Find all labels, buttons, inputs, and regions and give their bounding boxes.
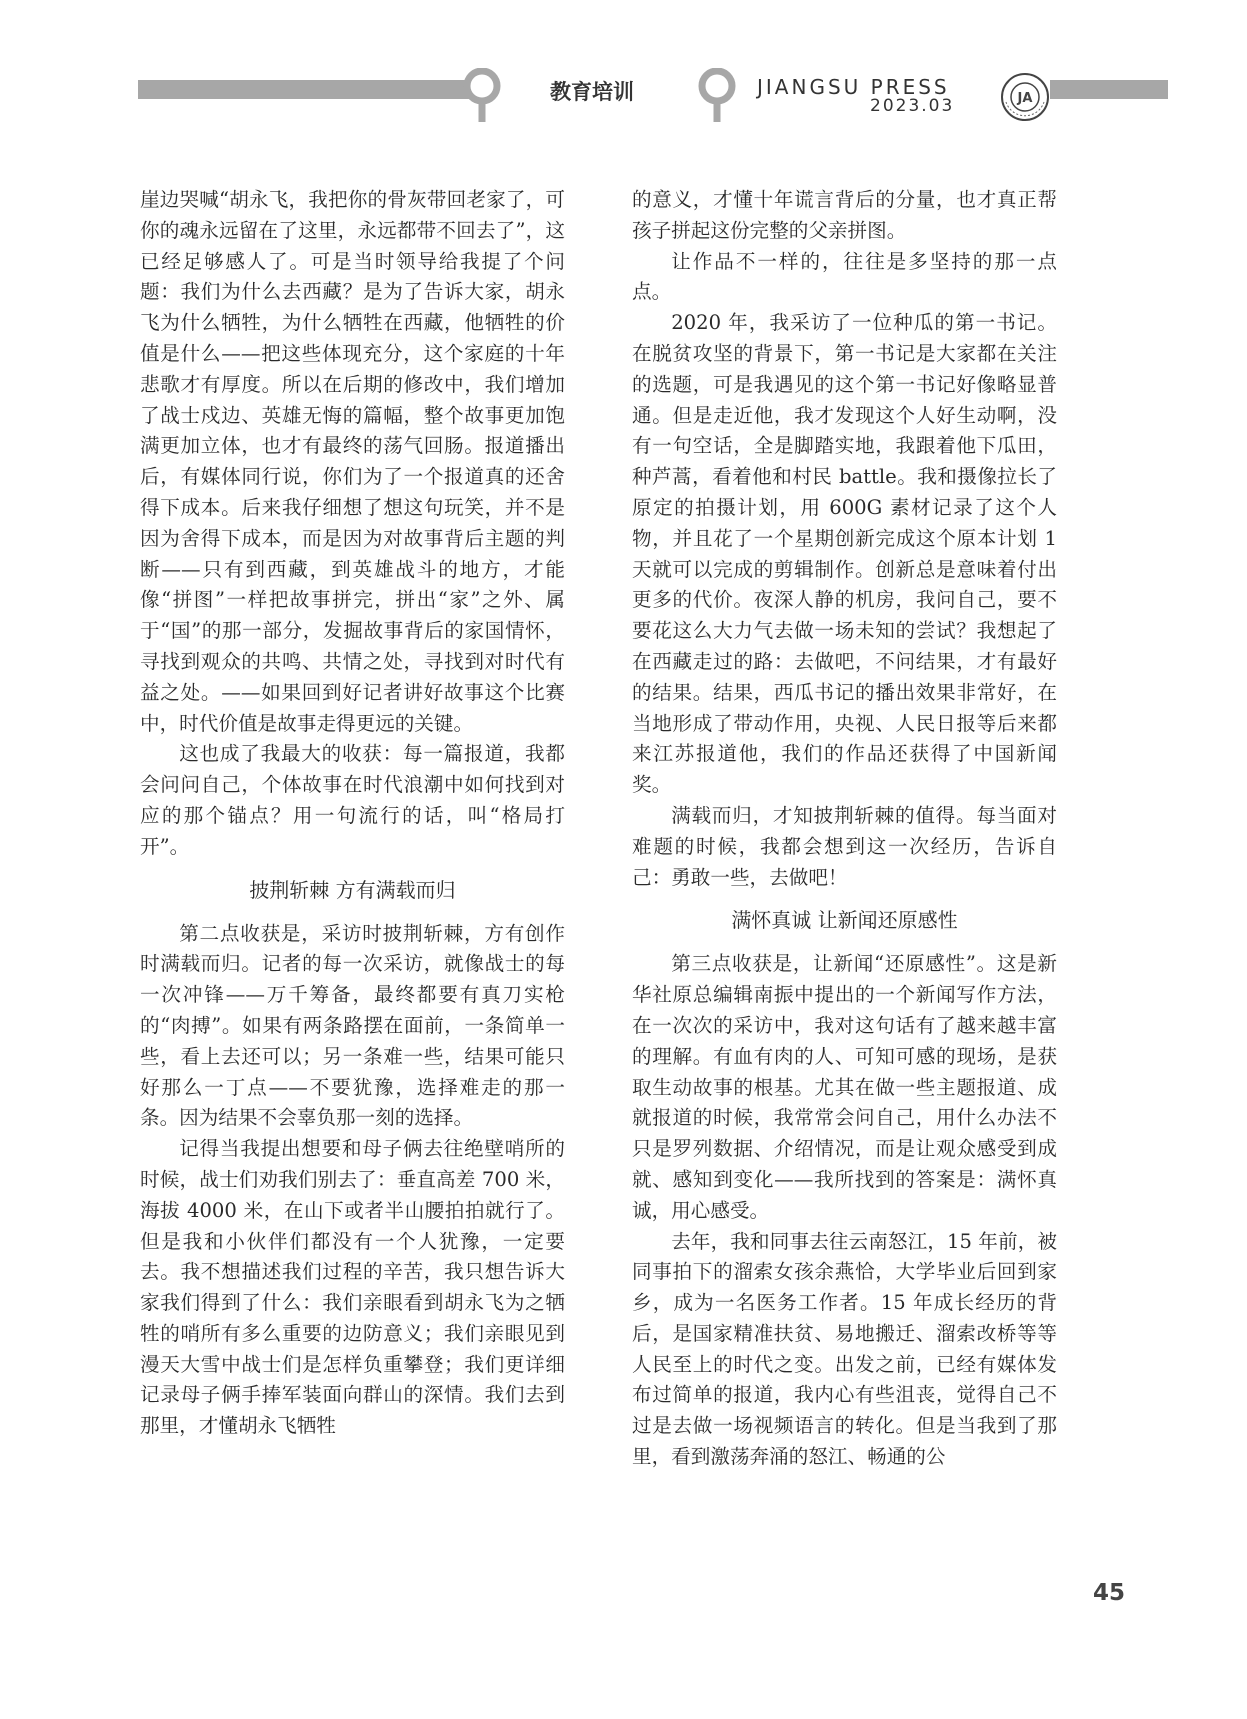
page-number: 45	[1093, 1580, 1126, 1606]
paragraph: 去年，我和同事去往云南怒江，15 年前，被同事拍下的溜索女孩余燕恰，大学毕业后回到家乡，成为一名医务工作者。15 年成长经历的背后，是国家精准扶贫、易地搬迁、溜索改桥等等人民至上的时代之变。出发之前，已经有媒体发布过简单的报道，我内心有些沮丧，觉得自己不过是去做一场视频语言的转化。但是当我到了那里，看到激荡奔涌的怒江、畅通的公	[632, 1229, 1057, 1469]
issue-date: 2023.03	[870, 96, 955, 116]
paragraph: 2020 年，我采访了一位种瓜的第一书记。在脱贫攻坚的背景下，第一书记是大家都在关注的选题，可是我遇见的这个第一书记好像略显普通。但是走近他，我才发现这个人好生动啊，没有一句空话，全是脚踏实地，我跟着他下瓜田，种芦蒿，看着他和村民 battle。我和摄像拉长了原定的拍摄计划，用 600G 素材记录了这个人物，并且花了一个星期创新完成这个原本计划 1 天就可以完成的剪辑制作。创新总是意味着付出更多的代价。夜深人静的机房，我问自己，要不要花这么大力气去做一场未知的尝试？我想起了在西藏走过的路：去做吧，不问结果，才有最好的结果。结果，西瓜书记的播出效果非常好，在当地形成了带动作用，央视、人民日报等后来都来江苏报道他，我们的作品还获得了中国新闻奖。	[632, 311, 1057, 797]
paragraph: 第三点收获是，让新闻“还原感性”。这是新华社原总编辑南振中提出的一个新闻写作方法，在一次次的采访中，我对这句话有了越来越丰富的理解。有血有肉的人、可知可感的现场，是获取生动故事的根基。尤其在做一些主题报道、成就报道的时候，我常常会问自己，用什么办法不只是罗列数据、介绍情况，而是让观众感受到成就、感知到变化——我所找到的答案是：满怀真诚，用心感受。	[632, 952, 1057, 1222]
paragraph: 让作品不一样的，往往是多坚持的那一点点。	[632, 249, 1057, 304]
section-label: 教育培训	[550, 80, 634, 104]
publication-name: JIANGSU PRESS	[757, 75, 950, 99]
paragraph: 这也成了我最大的收获：每一篇报道，我都会问问自己，个体故事在时代浪潮中如何找到对应的那个锚点？用一句流行的话，叫“格局打开”。	[140, 742, 565, 858]
map-pin-icon	[697, 68, 737, 124]
paragraph: 满载而归，才知披荆斩棘的值得。每当面对难题的时候，我都会想到这一次经历，告诉自己：勇敢一些，去做吧！	[632, 803, 1057, 889]
svg-text:JA: JA	[1017, 91, 1033, 106]
section-heading: 披荆斩棘 方有满载而归	[249, 877, 456, 902]
right-column	[632, 185, 1057, 1473]
paragraph: 第二点收获是，采访时披荆斩棘，方有创作时满载而归。记者的每一次采访，就像战士的每一次冲锋——万千筹备，最终都要有真刀实枪的“肉搏”。如果有两条路摆在面前，一条简单一些，看上去还可以；另一条难一些，结果可能只好那么一丁点——不要犹豫，选择难走的那一条。因为结果不会辜负那一刻的选择。	[140, 921, 565, 1130]
header-bar-left	[138, 80, 478, 99]
paragraph: 崖边哭喊“胡永飞，我把你的骨灰带回老家了，可你的魂永远留在了这里，永远都带不回去了”，这已经足够感人了。可是当时领导给我提了个问题：我们为什么去西藏？是为了告诉大家，胡永飞为什么牺牲，为什么牺牲在西藏，他牺牲的价值是什么——把这些体现充分，这个家庭的十年悲歌才有厚度。所以在后期的修改中，我们增加了战士戍边、英雄无悔的篇幅，整个故事更加饱满更加立体，也才有最终的荡气回肠。报道播出后，有媒体同行说，你们为了一个报道真的还舍得下成本。后来我仔细想了想这句玩笑，并不是因为舍得下成本，而是因为对故事背后主题的判断——只有到西藏，到英雄战斗的地方，才能像“拼图”一样把故事拼完，拼出“家”之外、属于“国”的那一部分，发掘故事背后的家国情怀，寻找到观众的共鸣、共情之处，寻找到对时代有益之处。——如果回到好记者讲好故事这个比赛中，时代价值是故事走得更远的关键。	[140, 188, 565, 735]
section-heading: 满怀真诚 让新闻还原感性	[731, 908, 958, 933]
map-pin-icon	[462, 68, 502, 124]
paragraph: 的意义，才懂十年谎言背后的分量，也才真正帮孩子拼起这份完整的父亲拼图。	[632, 188, 1057, 242]
paragraph: 记得当我提出想要和母子俩去往绝壁哨所的时候，战士们劝我们别去了：垂直高差 700 米，海拔 4000 米，在山下或者半山腰拍拍就行了。但是我和小伙伴们都没有一个人犹豫，一定要去。我不想描述我们过程的辛苦，我只想告诉大家我们得到了什么：我们亲眼看到胡永飞为之牺牲的哨所有多么重要的边防意义；我们亲眼见到漫天大雪中战士们是怎样负重攀登；我们更详细记录母子俩手捧军装面向群山的深情。我们去到那里，才懂胡永飞牺牲	[140, 1137, 565, 1438]
association-seal-logo	[1000, 72, 1050, 122]
left-column	[140, 185, 565, 1442]
header-bar-right	[1050, 80, 1168, 99]
